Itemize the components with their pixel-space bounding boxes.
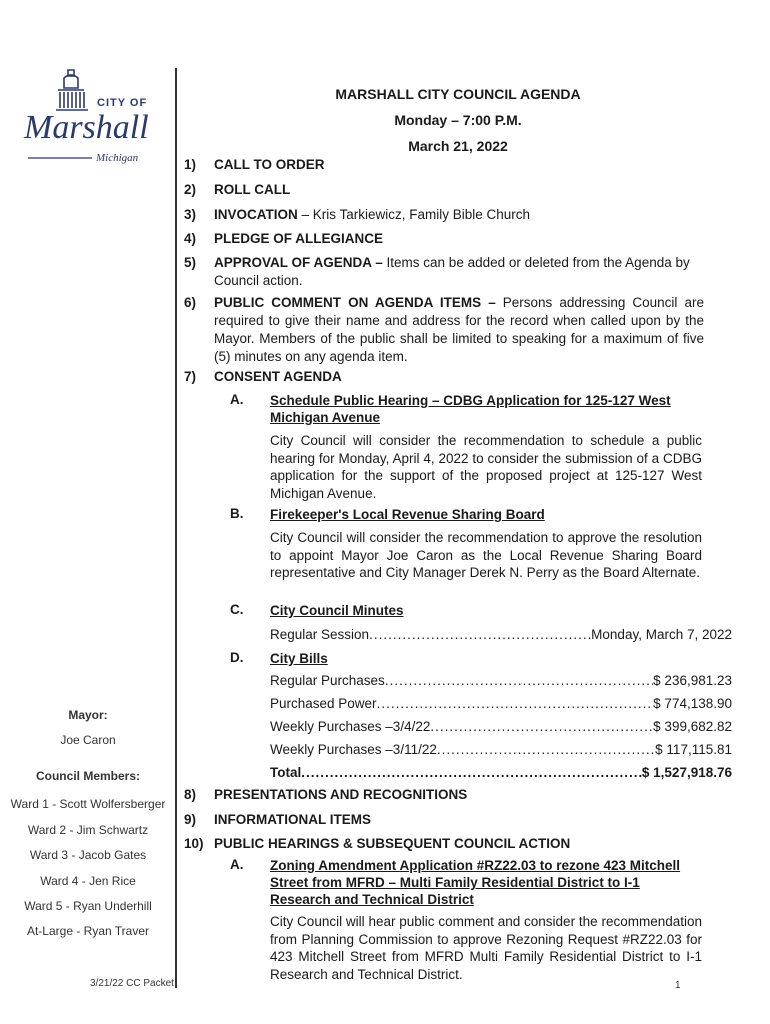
mayor-label: Mayor: <box>68 708 108 722</box>
council-member: Ward 2 - Jim Schwartz <box>27 823 149 837</box>
item-label: INVOCATION <box>214 207 298 222</box>
fountain-icon <box>56 70 88 110</box>
item-label: PRESENTATIONS AND RECOGNITIONS <box>214 787 468 802</box>
minutes-label: Regular Session <box>270 627 370 642</box>
item-number: 2) <box>184 182 197 197</box>
leader-dots <box>377 696 654 711</box>
consent-b-title: Firekeeper's Local Revenue Sharing Board <box>270 507 545 522</box>
leader-dots <box>301 765 642 780</box>
item-label: PUBLIC HEARINGS & SUBSEQUENT COUNCIL ACTION <box>214 836 571 851</box>
agenda-date: March 21, 2022 <box>408 138 508 154</box>
consent-b-body: City Council will consider the recommendation to approve the resolution to appoint Mayor Joe Caron as the Local Revenue Sharing Board representative and City Manager Derek N. Perry as the Board Alternate. <box>270 530 702 580</box>
bill-row <box>270 742 732 757</box>
item-text: – Kris Tarkiewicz, Family Bible Church <box>297 207 531 222</box>
consent-a-title: Schedule Public Hearing – CDBG Application for 125-127 West Michigan Avenue <box>270 393 671 425</box>
item-text: Items can be added or deleted from the Agenda by Council action. <box>214 255 690 288</box>
item-label: ROLL CALL <box>214 182 291 197</box>
leader-dots <box>385 673 653 688</box>
bill-label: Regular Purchases <box>270 673 385 688</box>
leader-dots <box>430 719 653 734</box>
item-label: CALL TO ORDER <box>214 157 325 172</box>
total-label: Total <box>270 765 302 780</box>
bill-row <box>270 719 732 734</box>
item-label: CONSENT AGENDA <box>214 369 342 384</box>
council-member: Ward 5 - Ryan Underhill <box>24 899 152 913</box>
bill-label: Weekly Purchases –3/4/22 <box>270 719 431 734</box>
leader-dots <box>369 627 591 642</box>
council-label: Council Members: <box>35 769 140 783</box>
bill-row <box>270 673 732 688</box>
sidebar-divider <box>175 68 177 988</box>
minutes-date: Monday, March 7, 2022 <box>591 627 732 642</box>
agenda-time: Monday – 7:00 P.M. <box>394 112 522 128</box>
item-number: 8) <box>184 787 197 802</box>
bill-amount: $ 774,138.90 <box>653 696 732 711</box>
bill-row <box>270 696 732 711</box>
leader-dots <box>437 742 655 757</box>
consent-a-letter: A. <box>230 392 244 407</box>
council-member: At-Large - Ryan Traver <box>26 924 150 938</box>
bill-total-row <box>270 765 732 780</box>
council-member: Ward 3 - Jacob Gates <box>29 848 147 862</box>
logo-state: Michigan <box>96 152 139 164</box>
consent-b-letter: B. <box>230 506 244 521</box>
item-number: 4) <box>184 231 197 246</box>
item-number: 9) <box>184 812 197 827</box>
consent-c-letter: C. <box>230 602 244 617</box>
bill-amount: $ 399,682.82 <box>653 719 732 734</box>
item-number: 5) <box>184 255 197 270</box>
hearing-a-title: Zoning Amendment Application #RZ22.03 to rezone 423 Mitchell Street from MFRD – Multi Family Residential District to I-1 Research and Technical District <box>270 858 681 907</box>
minutes-line <box>270 627 732 642</box>
city-of-marshall-logo <box>22 66 162 170</box>
total-amount: $ 1,527,918.76 <box>641 765 732 780</box>
page-number: 1 <box>675 980 681 991</box>
item-number: 6) <box>184 295 197 310</box>
bill-amount: $ 117,115.81 <box>655 742 732 757</box>
hearing-a-body: City Council will hear public comment and consider the recommendation from Planning Commission to approve Rezoning Request #RZ22.03 for 423 Mitchell Street from MFRD Multi Family Residential District to I-1 Research and Technical District. <box>270 914 702 982</box>
sidebar <box>0 0 176 1024</box>
bill-amount: $ 236,981.23 <box>653 673 732 688</box>
item-label: PLEDGE OF ALLEGIANCE <box>214 231 384 246</box>
packet-label: 3/21/22 CC Packet <box>90 978 174 989</box>
logo-city-of: CITY OF <box>97 97 148 109</box>
agenda-title: MARSHALL CITY COUNCIL AGENDA <box>335 86 581 102</box>
item-number: 10) <box>184 836 204 851</box>
item-number: 3) <box>184 207 197 222</box>
logo-name: Marshall <box>24 109 149 146</box>
bill-label: Purchased Power <box>270 696 377 711</box>
item-label: PUBLIC COMMENT ON AGENDA ITEMS – <box>214 295 496 310</box>
council-member: Ward 1 - Scott Wolfersberger <box>10 797 166 811</box>
mayor-name: Joe Caron <box>60 733 116 747</box>
hearing-a-letter: A. <box>230 857 244 872</box>
consent-c-title: City Council Minutes <box>270 603 404 618</box>
item-label: INFORMATIONAL ITEMS <box>214 812 371 827</box>
bill-label: Weekly Purchases –3/11/22 <box>270 742 437 757</box>
item-number: 1) <box>184 157 197 172</box>
consent-a-body: City Council will consider the recommendation to schedule a public hearing for Monday, April 4, 2022 to consider the submission of a CDBG application for the support of the proposed project at 125-127 West Michigan Avenue. <box>270 433 702 501</box>
council-member: Ward 4 - Jen Rice <box>40 874 136 888</box>
item-label: APPROVAL OF AGENDA – <box>214 255 383 270</box>
item-text: Persons addressing Council are required to give their name and address for the record when called upon by the Mayor. Members of the public shall be limited to speaking for a maximum of five (5) minutes on any agenda item. <box>214 295 704 364</box>
consent-d-letter: D. <box>230 650 244 665</box>
item-number: 7) <box>184 369 197 384</box>
consent-d-title: City Bills <box>270 651 328 666</box>
